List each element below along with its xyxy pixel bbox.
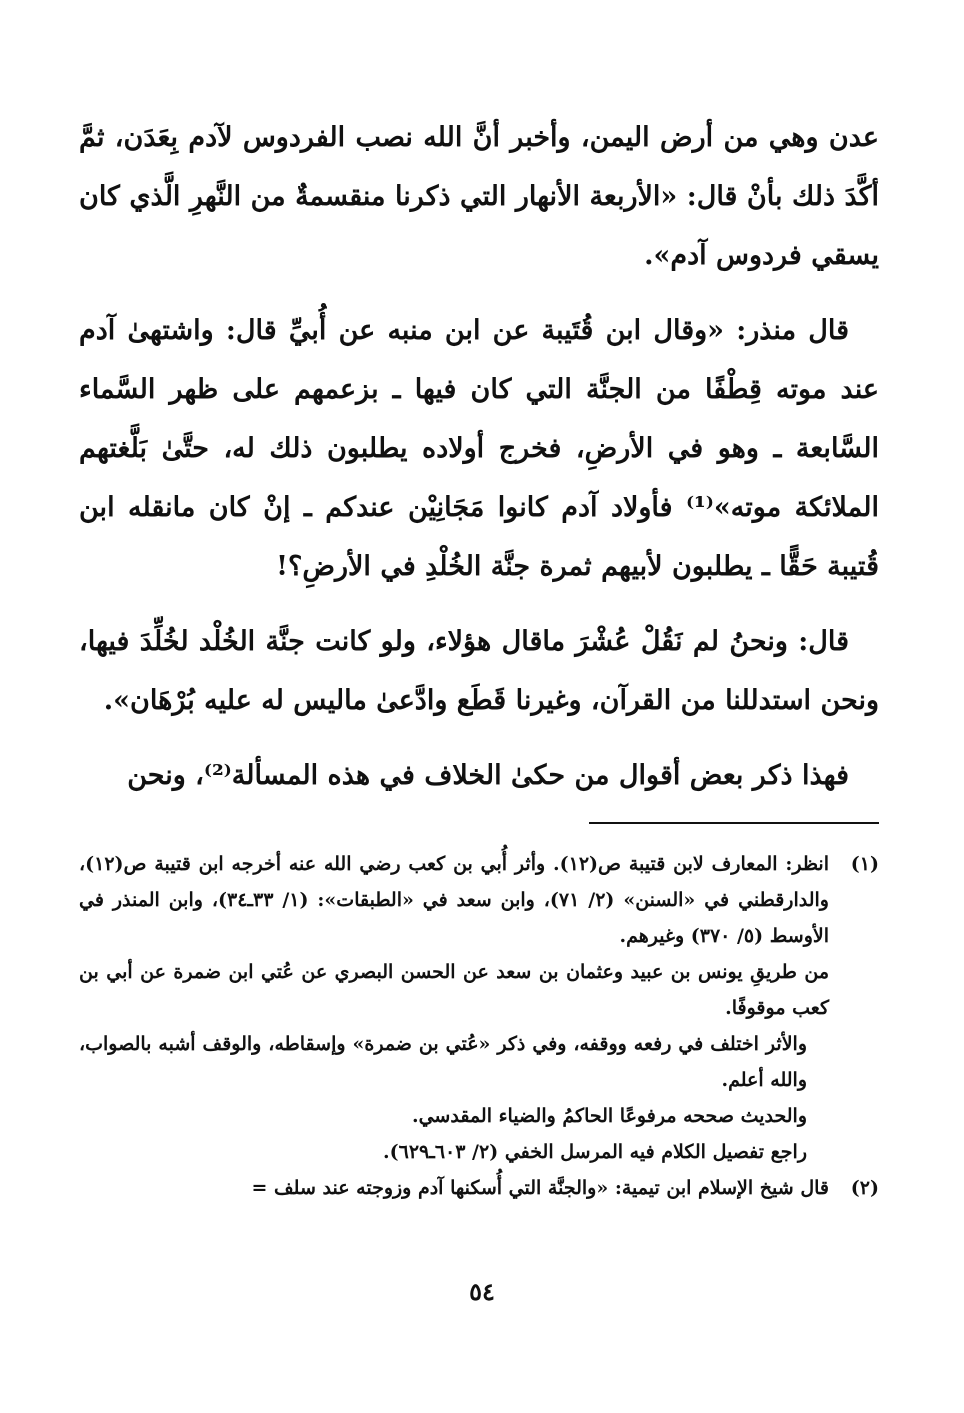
page-number: ٥٤ xyxy=(469,1277,495,1306)
main-paragraph-2: قال منذر: «وقال ابن قُتَيبة عن ابن منبه عن أُبيِّ قال: واشتهىٰ آدم عند موته قِطْفًا من الجنَّة التي كان فيها ـ بزعمهم على ظهر السَّماء السَّابعة ـ وهو في الأرضِ، فخرج أولاده يطلبون ذلك له، حتَّىٰ بَلَّغتهم الملائكة موته»⁽¹⁾ فأولاد آدم كانوا مَجَانِيْن عندكم ـ إنْ كان مانقله ابن قُتيبة حَقًّا ـ يطلبون لأبيهم ثمرة جنَّة الخُلْدِ في الأرضِ؟! xyxy=(79,315,879,582)
footnote-number: (٢) xyxy=(850,1177,879,1199)
footnote-paragraph: من طريقِ يونس بن عبيد وعثمان بن سعد عن الحسن البصري عن عُتي ابن ضمرة عن أبي بن كعب موقوفًا. xyxy=(79,961,829,1019)
footnote-body xyxy=(79,846,829,1170)
footnote-paragraph: والحديث صححه مرفوعًا الحاكمُ والضياء المقدسي. xyxy=(411,1105,807,1127)
main-paragraph-4: فهذا ذكر بعض أقوال من حكىٰ الخلاف في هذه المسألة⁽²⁾، ونحن xyxy=(127,760,849,791)
footnote-2 xyxy=(79,1170,879,1206)
footnote-paragraph: انظر: المعارف لابن قتيبة ص(١٢). وأثر أُبي بن كعب رضي الله عنه أخرجه ابن قتيبة ص(١٢)، والدارقطني في «السنن» (٢/ ٧١)، وابن سعد في «الطبقات»: (١/ ٣٣ـ٣٤)، وابن المنذر في الأوسط (٥/ ٣٧٠) وغيرهم. xyxy=(79,853,829,947)
footnote-number: (١) xyxy=(850,853,879,875)
main-text xyxy=(79,108,879,821)
footnote-paragraph: والأثر اختلف في رفعه ووقفه، وفي ذكر «عُتي بن ضمرة» وإسقاطه، والوقف أشبه بالصواب، والله أعلم. xyxy=(79,1033,807,1091)
footnote-paragraph: راجع تفصيل الكلام فيه المرسل الخفي (٢/ ٦٠٣ـ٦٢٩). xyxy=(383,1141,807,1163)
main-paragraph-3: قال: ونحنُ لم نَقُلْ عُشْرَ ماقال هؤلاء، ولو كانت جنَّة الخُلْد لخُلِّدَ فيها، ونحن استدللنا من القرآن، وغيرنا قَطَع وادَّعىٰ ماليس له عليه بُرْهَان». xyxy=(79,626,879,716)
footnote-1 xyxy=(79,846,879,1170)
footnotes xyxy=(79,846,879,1206)
footnote-paragraph: قال شيخ الإسلام ابن تيمية: «والجنَّة التي أُسكنها آدم وزوجته عند سلف = xyxy=(251,1177,829,1199)
footnote-body xyxy=(79,1170,829,1206)
main-paragraph-1: عدن وهي من أرض اليمن، وأخبر أنَّ الله نصب الفردوس لآدم بِعَدَن، ثمَّ أكَّدَ ذلك بأنْ قال: «الأربعة الأنهار التي ذكرنا منقسمةٌ من النَّهرِ الَّذي كان يسقي فردوس آدم». xyxy=(79,122,879,271)
footnote-separator xyxy=(589,822,879,824)
